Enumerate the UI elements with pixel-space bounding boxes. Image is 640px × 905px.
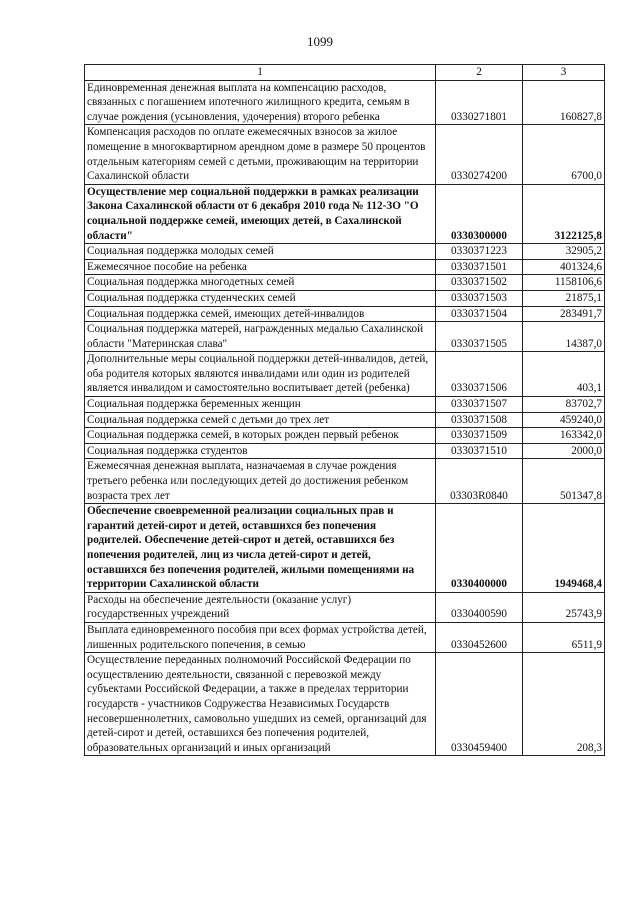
table-row [85,125,605,184]
row-amount: 83702,7 [523,397,605,413]
table-row [85,504,605,593]
table-row [85,275,605,291]
row-amount: 32905,2 [523,244,605,260]
row-code: 0330371505 [436,322,523,352]
column-header-2: 2 [436,65,523,81]
row-amount: 459240,0 [523,412,605,428]
row-code: 0330271801 [436,80,523,125]
row-amount: 3122125,8 [523,184,605,243]
table-row [85,290,605,306]
row-amount: 403,1 [523,352,605,397]
table-row [85,592,605,622]
table-row [85,428,605,444]
table-row [85,352,605,397]
row-name: Социальная поддержка студентов [85,443,436,459]
row-amount: 401324,6 [523,259,605,275]
row-name: Социальная поддержка многодетных семей [85,275,436,291]
row-code: 03303R0840 [436,459,523,504]
table-row [85,459,605,504]
row-amount: 1158106,6 [523,275,605,291]
row-name: Социальная поддержка матерей, награжденных медалью Сахалинской области "Материнская слава" [85,322,436,352]
row-name: Социальная поддержка семей с детьми до трех лет [85,412,436,428]
row-amount: 2000,0 [523,443,605,459]
row-code: 0330371509 [436,428,523,444]
row-code: 0330452600 [436,622,523,652]
row-amount: 6700,0 [523,125,605,184]
row-name: Социальная поддержка семей, имеющих детей-инвалидов [85,306,436,322]
row-name: Единовременная денежная выплата на компенсацию расходов, связанных с погашением ипотечного жилищного кредита, семьям в случае рождения (усыновления, удочерения) второго ребенка [85,80,436,125]
table-row [85,259,605,275]
table-row [85,412,605,428]
table-row [85,80,605,125]
row-name: Социальная поддержка студенческих семей [85,290,436,306]
table-row [85,322,605,352]
row-amount: 14387,0 [523,322,605,352]
row-name: Расходы на обеспечение деятельности (оказание услуг) государственных учреждений [85,592,436,622]
budget-table [84,64,605,756]
row-name: Осуществление переданных полномочий Российской Федерации по осуществлению деятельности, связанной с перевозкой между субъектами Российской Федерации, а также в пределах территории государств - участников Содружества Независимых Государств несовершеннолетних, самовольно ушедших из семей, организаций для детей-сирот и детей, оставшихся без попечения родителей, образовательных организаций и иных организаций [85,653,436,756]
row-amount: 6511,9 [523,622,605,652]
row-code: 0330371506 [436,352,523,397]
table-row [85,397,605,413]
table-row [85,653,605,756]
row-code: 0330274200 [436,125,523,184]
row-name: Осуществление мер социальной поддержки в рамках реализации Закона Сахалинской области от 6 декабря 2010 года № 112-ЗО "О социальной поддержке семей, имеющих детей, в Сахалинской области" [85,184,436,243]
row-code: 0330371501 [436,259,523,275]
row-amount: 163342,0 [523,428,605,444]
row-amount: 283491,7 [523,306,605,322]
row-code: 0330371504 [436,306,523,322]
row-name: Выплата единовременного пособия при всех формах устройства детей, лишенных родительского попечения, в семью [85,622,436,652]
row-amount: 160827,8 [523,80,605,125]
column-header-1: 1 [85,65,436,81]
row-code: 0330371507 [436,397,523,413]
row-name: Ежемесячное пособие на ребенка [85,259,436,275]
table-header-row [85,65,605,81]
row-code: 0330371502 [436,275,523,291]
row-code: 0330371223 [436,244,523,260]
table-row [85,244,605,260]
row-name: Социальная поддержка беременных женщин [85,397,436,413]
row-amount: 501347,8 [523,459,605,504]
row-name: Социальная поддержка молодых семей [85,244,436,260]
row-code: 0330459400 [436,653,523,756]
row-amount: 208,3 [523,653,605,756]
row-code: 0330400000 [436,504,523,593]
row-name: Ежемесячная денежная выплата, назначаемая в случае рождения третьего ребенка или последующих детей до достижения ребенком возраста трех лет [85,459,436,504]
table-row [85,306,605,322]
table-row [85,184,605,243]
row-code: 0330400590 [436,592,523,622]
row-name: Социальная поддержка семей, в которых рожден первый ребенок [85,428,436,444]
row-name: Компенсация расходов по оплате ежемесячных взносов за жилое помещение в многоквартирном арендном доме в размере 50 процентов отдельным категориям семей с детьми, проживающим на территории Сахалинской области [85,125,436,184]
row-name: Обеспечение своевременной реализации социальных прав и гарантий детей-сирот и детей, оставшихся без попечения родителей. Обеспечение детей-сирот и детей, оставшихся без попечения родителей, лиц из числа детей-сирот и детей, оставшихся без попечения родителей, жилыми помещениями на территории Сахалинской области [85,504,436,593]
table-row [85,443,605,459]
row-code: 0330371503 [436,290,523,306]
row-amount: 25743,9 [523,592,605,622]
column-header-3: 3 [523,65,605,81]
row-amount: 1949468,4 [523,504,605,593]
row-name: Дополнительные меры социальной поддержки детей-инвалидов, детей, оба родителя которых являются инвалидами или один из родителей является инвалидом и самостоятельно воспитывает детей (ребенка) [85,352,436,397]
page-number: 1099 [307,34,333,49]
row-code: 0330371510 [436,443,523,459]
table-row [85,622,605,652]
row-code: 0330300000 [436,184,523,243]
row-amount: 21875,1 [523,290,605,306]
row-code: 0330371508 [436,412,523,428]
